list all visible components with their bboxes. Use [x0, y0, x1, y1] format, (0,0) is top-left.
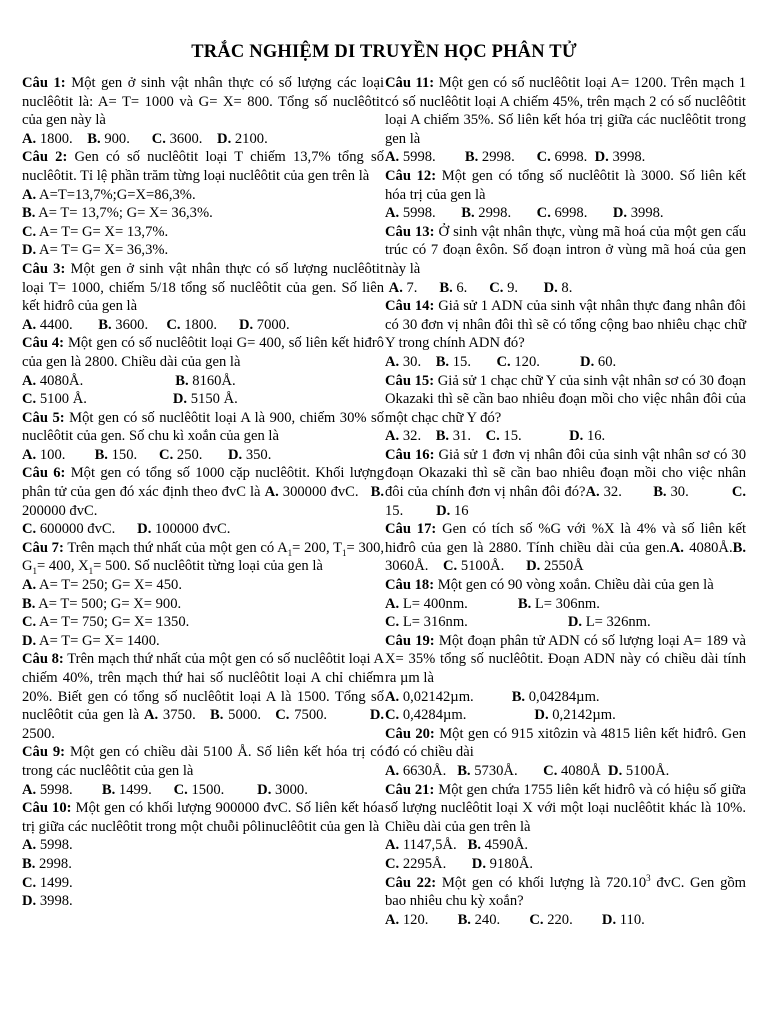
question-text: Giả sử 1 đơn vị nhân đôi của sinh vật nhân sơ có 30 đoạn Okazaki thì sẽ cần bao nhiêu đoạn mồi cho việc nhân đôi của chính đơn vị nhân đôi đó?: [385, 446, 746, 501]
options-row: [385, 855, 746, 874]
option-text: 3998.: [627, 205, 664, 222]
question-text: Một gen chứa 1755 liên kết hiđrô và có hiệu số giữa số lượng nuclêôtit loại X với một loại nuclêôtit khác là 10%. Chiều dài của gen trên là: [385, 781, 746, 835]
option-letter: D.: [172, 391, 188, 408]
question-label: Câu 1:: [22, 75, 66, 91]
option-letter: D.: [22, 632, 37, 649]
option-letter: C.: [166, 316, 181, 333]
option-letter: A.: [22, 837, 37, 854]
question-15: [385, 372, 746, 428]
right-column: [385, 74, 746, 929]
option-letter: B.: [457, 911, 471, 928]
option-letter: A.: [22, 781, 37, 798]
option-text: 0,04284µm.: [525, 688, 600, 705]
option-text: 250.: [173, 446, 203, 463]
question-text: Trên mạch thứ nhất của một gen có A: [67, 539, 288, 556]
question-text: Một gen có 915 xitôzin và 4815 liên kết hiđrô. Gen đó có chiều dài: [385, 725, 747, 761]
option-text: 5100Å.: [457, 558, 505, 575]
subscript: 1: [32, 566, 38, 577]
option-letter: D.: [601, 911, 617, 928]
question-label: Câu 8:: [22, 651, 64, 668]
page-title: TRẮC NGHIỆM DI TRUYỀN HỌC PHÂN TỬ: [191, 42, 577, 62]
subscript: 1: [88, 566, 94, 577]
option-letter: A.: [385, 205, 400, 222]
option-text: 7000.: [253, 316, 290, 333]
superscript: 3: [646, 872, 651, 883]
option-letter: C.: [22, 614, 37, 631]
option-letter: B.: [370, 484, 384, 501]
option-text: 220.: [543, 911, 573, 928]
question-label: Câu 15:: [385, 372, 435, 389]
option-letter: C.: [543, 762, 558, 779]
option-letter: C.: [151, 130, 166, 147]
option-letter: C.: [536, 149, 551, 166]
question-label: Câu 3:: [22, 260, 66, 277]
option-letter: B.: [94, 446, 108, 463]
question-13: [385, 223, 746, 279]
option-text: 240.: [470, 911, 501, 928]
option-d: [22, 892, 384, 911]
question-label: Câu 21:: [385, 781, 435, 798]
question-text: Một gen có 90 vòng xoắn. Chiều dài của gen là: [437, 577, 714, 594]
option-text: 350.: [242, 446, 272, 463]
option-text: 30.: [666, 484, 689, 501]
option-letter: C.: [22, 874, 37, 891]
option-letter: A.: [385, 353, 400, 370]
options-row: [385, 836, 746, 855]
option-letter: B.: [22, 595, 36, 612]
options-row: [22, 130, 384, 149]
option-letter: A.: [22, 130, 37, 147]
option-letter: D.: [608, 762, 623, 779]
question-label: Câu 6:: [22, 465, 66, 482]
question-label: Câu 20:: [385, 725, 435, 742]
option-letter: D.: [137, 521, 152, 538]
option-text: 9.: [503, 279, 519, 296]
option-text: A= T= 750; G= X= 1350.: [36, 614, 190, 631]
options-row: [385, 762, 746, 781]
option-letter: D.: [22, 242, 37, 259]
question-19: [385, 632, 746, 688]
option-letter: C.: [22, 391, 37, 408]
option-b: [22, 855, 384, 874]
option-text: 7500.: [289, 707, 328, 724]
option-c: [22, 874, 384, 893]
option-letter: A.: [22, 372, 37, 389]
options-row: [385, 595, 746, 614]
option-b: [22, 595, 384, 614]
option-letter: B.: [210, 707, 224, 724]
question-14: [385, 297, 746, 353]
question-2: [22, 148, 384, 185]
option-text: 9180Å.: [485, 855, 534, 872]
option-letter: B.: [653, 484, 667, 501]
option-text: 16.: [583, 428, 606, 445]
option-text: 2998.: [478, 149, 515, 166]
options-row: [385, 688, 746, 707]
option-text: 5100 Å.: [36, 391, 87, 408]
option-letter: B.: [439, 279, 453, 296]
option-letter: B.: [517, 595, 532, 612]
question-text: Một gen ở sinh vật nhân thực có số lượng nuclêôtit loại T= 1000, chiếm 5/18 tổng số nuclêôtit của gen. Số liên kết hiđrô của gen là: [22, 260, 384, 315]
option-text: 1500.: [187, 781, 225, 798]
option-text: 2500.: [22, 725, 55, 742]
options-row: [22, 520, 384, 539]
options-row: [385, 279, 746, 298]
options-row: [22, 781, 384, 800]
option-a: [22, 836, 384, 855]
question-20: [385, 725, 746, 762]
option-text: 5730Å.: [470, 762, 518, 779]
option-text: 2998.: [474, 205, 512, 222]
option-letter: C.: [385, 707, 400, 724]
question-21: [385, 781, 746, 837]
option-letter: D.: [217, 130, 232, 147]
option-letter: A.: [385, 837, 400, 854]
option-letter: D.: [369, 707, 385, 724]
option-text: 1499.: [36, 874, 73, 891]
question-text: Giả sử 1 ADN của sinh vật nhân thực đang nhân đôi có 30 đơn vị nhân đôi thì sẽ có tổng cộng bao nhiêu chạc chữ Y trong chính ADN đó?: [385, 298, 746, 352]
option-text: 6630Å.: [399, 762, 447, 779]
option-text: 2295Å.: [399, 855, 447, 872]
question-label: Câu 16:: [385, 446, 435, 463]
option-letter: C.: [529, 911, 544, 928]
option-letter: D.: [612, 205, 628, 222]
option-letter: A.: [585, 484, 600, 501]
option-c: [22, 613, 384, 632]
option-text: 4080Å.: [683, 539, 733, 556]
option-text: A= T= 500; G= X= 900.: [35, 595, 182, 612]
option-text: A= T= G= X= 36,3%.: [36, 242, 169, 259]
question-text: Một gen có khối lượng là 720.10: [441, 874, 647, 891]
question-4: [22, 334, 384, 371]
option-text: 2998.: [35, 855, 72, 872]
option-text: 32.: [599, 484, 622, 501]
options-row: [385, 911, 746, 930]
option-letter: C.: [489, 279, 504, 296]
option-letter: C.: [442, 558, 458, 575]
option-letter: D.: [543, 279, 558, 296]
option-letter: D.: [257, 781, 272, 798]
question-label: Câu 9:: [22, 744, 66, 761]
options-row: [22, 446, 384, 465]
option-letter: A.: [143, 707, 159, 724]
option-letter: C.: [385, 855, 400, 872]
options-row: [22, 316, 384, 335]
option-text: 3000.: [271, 781, 308, 798]
option-text: 3998.: [608, 149, 646, 166]
option-text: 15.: [385, 502, 404, 519]
option-text: 8160Å.: [188, 372, 236, 389]
question-22: [385, 874, 746, 911]
option-text: 31.: [449, 428, 471, 445]
options-row: [385, 706, 746, 725]
option-letter: C.: [22, 521, 37, 538]
question-7: [22, 539, 384, 576]
option-letter: B.: [461, 205, 475, 222]
option-letter: D.: [227, 446, 243, 463]
option-letter: B.: [87, 130, 101, 147]
option-text: 150.: [107, 446, 138, 463]
option-text: 5998.: [36, 781, 73, 798]
question-label: Câu 18:: [385, 577, 435, 594]
option-letter: A.: [264, 484, 279, 501]
option-letter: D.: [436, 502, 451, 519]
option-letter: D.: [580, 353, 595, 370]
option-text: 5150 Å.: [187, 391, 238, 408]
option-text: 1499.: [115, 781, 152, 798]
options-row: [385, 613, 746, 632]
option-letter: D.: [238, 316, 254, 333]
option-text: 6998.: [550, 205, 588, 222]
option-letter: A.: [22, 186, 37, 203]
option-text: 1147,5Å.: [399, 837, 457, 854]
question-text: Một gen có tổng số 1000 cặp nuclêôtit. Khối lượng phân tử của gen đó xác định theo đvC là: [22, 465, 385, 501]
option-letter: B.: [457, 762, 471, 779]
option-letter: D.: [567, 614, 583, 631]
option-text: 3750.: [158, 707, 196, 724]
option-letter: B.: [435, 428, 450, 445]
option-text: L= 316nm.: [399, 614, 468, 631]
option-text: 8.: [557, 279, 573, 296]
option-a: [22, 186, 384, 205]
option-letter: A.: [385, 595, 400, 612]
question-text: = 200, T: [292, 539, 343, 556]
question-text: Giả sử 1 chạc chữ Y của sinh vật nhân sơ có 30 đoạn Okazaki thì sẽ cần bao nhiêu đoạn mồi cho việc nhân đôi của một chạc chữ Y đó?: [385, 372, 746, 426]
option-letter: D.: [526, 558, 541, 575]
option-letter: B.: [511, 688, 526, 705]
option-letter: A.: [22, 577, 37, 594]
option-letter: D.: [569, 428, 584, 445]
option-text: A= T= 250; G= X= 450.: [36, 577, 182, 594]
option-letter: B.: [22, 855, 36, 872]
option-letter: B.: [467, 837, 481, 854]
option-letter: C.: [485, 428, 500, 445]
option-text: 4080Å.: [36, 372, 84, 389]
option-text: A= T= G= X= 1400.: [36, 632, 160, 649]
question-label: Câu 7:: [22, 539, 64, 556]
option-text: 60.: [594, 353, 617, 370]
option-letter: A.: [388, 279, 403, 296]
question-label: Câu 14:: [385, 298, 435, 315]
question-text: Một gen ở sinh vật nhân thực có số lượng các loại nuclêôtit là: A= T= 1000 và G= X= 800. Tổng số nuclêôtit của gen này là: [22, 75, 385, 129]
option-letter: C.: [536, 205, 551, 222]
option-letter: A.: [385, 911, 400, 928]
option-letter: C.: [173, 781, 188, 798]
option-text: 2550Å: [540, 558, 584, 575]
question-text: Một gen có tổng số nuclêôtit là 3000. Số liên kết hóa trị của gen là: [385, 167, 747, 203]
option-text: 3600.: [165, 130, 203, 147]
option-text: 1800.: [36, 130, 73, 147]
option-text: 3060Å.: [385, 558, 429, 575]
option-text: 120.: [399, 911, 429, 928]
option-letter: C.: [22, 223, 37, 240]
option-letter: D.: [594, 149, 609, 166]
option-letter: A.: [22, 446, 37, 463]
question-17: [385, 520, 746, 576]
option-text: 1800.: [180, 316, 218, 333]
option-letter: D.: [22, 893, 37, 910]
option-letter: B.: [175, 372, 189, 389]
option-letter: C.: [275, 707, 290, 724]
option-letter: A.: [385, 428, 400, 445]
option-text: 5000.: [223, 707, 261, 724]
question-12: [385, 167, 746, 204]
option-text: 300000 đvC.: [278, 484, 359, 501]
option-text: 32.: [399, 428, 422, 445]
question-label: Câu 10:: [22, 800, 72, 817]
left-column: [22, 74, 384, 911]
option-text: 2100.: [231, 130, 268, 147]
option-letter: B.: [22, 205, 36, 222]
question-label: Câu 19:: [385, 632, 435, 649]
option-text: 100000 đvC.: [151, 521, 231, 538]
question-text: Một gen có số nuclêôtit loại A là 900, chiếm 30% số nuclêôtit của gen. Số chu kì xoắn của gen là: [22, 409, 384, 445]
option-d: [22, 632, 384, 651]
option-letter: D.: [471, 855, 486, 872]
question-text: = 400, X: [37, 558, 89, 575]
option-text: 110.: [616, 911, 645, 928]
option-text: 30.: [399, 353, 422, 370]
question-label: Câu 4:: [22, 335, 65, 352]
option-letter: B.: [464, 149, 479, 166]
option-text: 200000 đvC.: [22, 502, 98, 519]
option-text: 900.: [100, 130, 130, 147]
option-letter: B.: [101, 781, 116, 798]
subscript: 1: [342, 547, 347, 558]
options-row: [22, 372, 384, 391]
question-text: Trên mạch thứ nhất của một gen có số nuclêôtit loại A chiếm 40%, trên mạch thứ hai số nuclêôtit loại A chỉ chiếm 20%. Biết gen có tổng số nuclêôtit loại A là 1500. Tổng số nuclêôtit của gen là: [22, 651, 384, 724]
option-text: A= T= G= X= 13,7%.: [36, 223, 169, 240]
option-text: 15.: [499, 428, 522, 445]
option-text: 15.: [449, 353, 471, 370]
question-text: Một gen có khối lượng 900000 đvC. Số liên kết hóa trị giữa các nuclêôtit trong một chuỗi pôlinuclêôtit của gen là: [22, 800, 384, 835]
option-letter: A.: [385, 762, 400, 779]
option-text: 0,4284µm.: [399, 707, 467, 724]
option-text: 120.: [510, 353, 540, 370]
option-letter: A.: [669, 539, 684, 556]
question-5: [22, 409, 384, 446]
question-text: Một gen có số nuclêôtit loại A= 1200. Trên mạch 1 có số nuclêôtit loại A chiếm 45%, trên mạch 2 có số nuclêôtit loại A chiếm 35%. Số liên kết hóa trị giữa các nuclêôtit trong gen là: [385, 75, 746, 147]
option-letter: B.: [435, 353, 450, 370]
question-label: Câu 12:: [385, 167, 437, 184]
question-label: Câu 13:: [385, 223, 435, 240]
option-letter: B.: [98, 316, 112, 333]
options-row: [385, 148, 746, 167]
option-text: 100.: [36, 446, 66, 463]
options-row: [385, 204, 746, 223]
option-text: L= 306nm.: [531, 595, 600, 612]
question-label: Câu 11:: [385, 75, 435, 91]
question-text: Một gen có chiều dài 5100 Å. Số liên kết hóa trị có trong các nuclêôtit của gen là: [22, 744, 385, 779]
subscript: 1: [287, 547, 293, 558]
option-text: 600000 đvC.: [36, 521, 116, 538]
option-text: 5998.: [36, 837, 73, 854]
option-b: [22, 204, 384, 223]
option-text: L= 326nm.: [582, 614, 651, 631]
option-text: 4400.: [36, 316, 73, 333]
option-text: 6998.: [550, 149, 588, 166]
option-text: 7.: [402, 279, 418, 296]
option-text: L= 400nm.: [399, 595, 468, 612]
options-row: [385, 353, 746, 372]
option-text: 0,02142µm.: [399, 688, 474, 705]
option-letter: C.: [385, 614, 400, 631]
question-18: [385, 576, 746, 595]
question-label: Câu 22:: [385, 874, 437, 891]
option-letter: D.: [534, 707, 549, 724]
question-text: Ở sinh vật nhân thực, vùng mã hoá của một gen cấu trúc có 7 đoạn êxôn. Số đoạn intron ở vùng mã hoá của gen này là: [385, 223, 746, 277]
option-c: [22, 223, 384, 242]
question-text: Gen có số nuclêôtit loại T chiếm 13,7% tổng số nuclêôtit. Tỉ lệ phần trăm từng loại nuclêôtit của gen trên là: [22, 149, 384, 184]
option-text: 0,2142µm.: [548, 707, 616, 724]
option-letter: C.: [159, 446, 174, 463]
option-text: 6.: [452, 279, 468, 296]
question-1: [22, 74, 384, 130]
option-a: [22, 576, 384, 595]
question-text: đvC. Gen gồm bao nhiêu chu kỳ xoắn?: [385, 874, 747, 910]
question-label: Câu 17:: [385, 521, 437, 538]
options-row: [22, 390, 384, 409]
option-text: 5998.: [399, 149, 436, 166]
option-text: A=T=13,7%;G=X=86,3%.: [36, 186, 196, 203]
question-6: [22, 464, 384, 520]
question-9: [22, 743, 384, 780]
question-11: [385, 74, 746, 148]
option-text: 5100Å.: [622, 762, 670, 779]
option-letter: A.: [22, 316, 37, 333]
question-label: Câu 2:: [22, 149, 68, 166]
option-text: 5998.: [399, 205, 436, 222]
question-text: Một đoạn phân tử ADN có số lượng loại A= 189 và X= 35% tổng số nuclêôtit. Đoạn ADN này có chiều dài tính ra µm là: [385, 632, 746, 686]
option-text: A= T= 13,7%; G= X= 36,3%.: [35, 205, 213, 222]
question-3: [22, 260, 384, 316]
question-text: = 300, G: [22, 539, 385, 575]
question-text: Một gen có số nuclêôtit loại G= 400, số liên kết hiđrô của gen là 2800. Chiều dài của gen là: [22, 335, 384, 370]
option-d: [22, 241, 384, 260]
option-letter: A.: [385, 688, 400, 705]
option-text: 3600.: [111, 316, 149, 333]
option-letter: C.: [496, 353, 511, 370]
question-text: Gen có tích số %G với %X là 4% và số liên kết hiđrô của gen là 2880. Tính chiều dài của gen.: [385, 521, 746, 556]
option-letter: C.: [731, 484, 747, 501]
option-letter: B.: [732, 539, 746, 556]
question-text: = 500. Số nuclêôtit từng loại của gen là: [93, 558, 323, 575]
question-8: [22, 650, 384, 743]
options-row: [385, 427, 746, 446]
option-text: 4080Å: [557, 762, 601, 779]
option-text: 3998.: [36, 893, 73, 910]
option-text: 16: [450, 502, 469, 519]
question-label: Câu 5:: [22, 409, 65, 426]
question-10: [22, 799, 384, 836]
option-text: 4590Å.: [480, 837, 529, 854]
question-16: [385, 446, 746, 520]
option-letter: A.: [385, 149, 400, 166]
